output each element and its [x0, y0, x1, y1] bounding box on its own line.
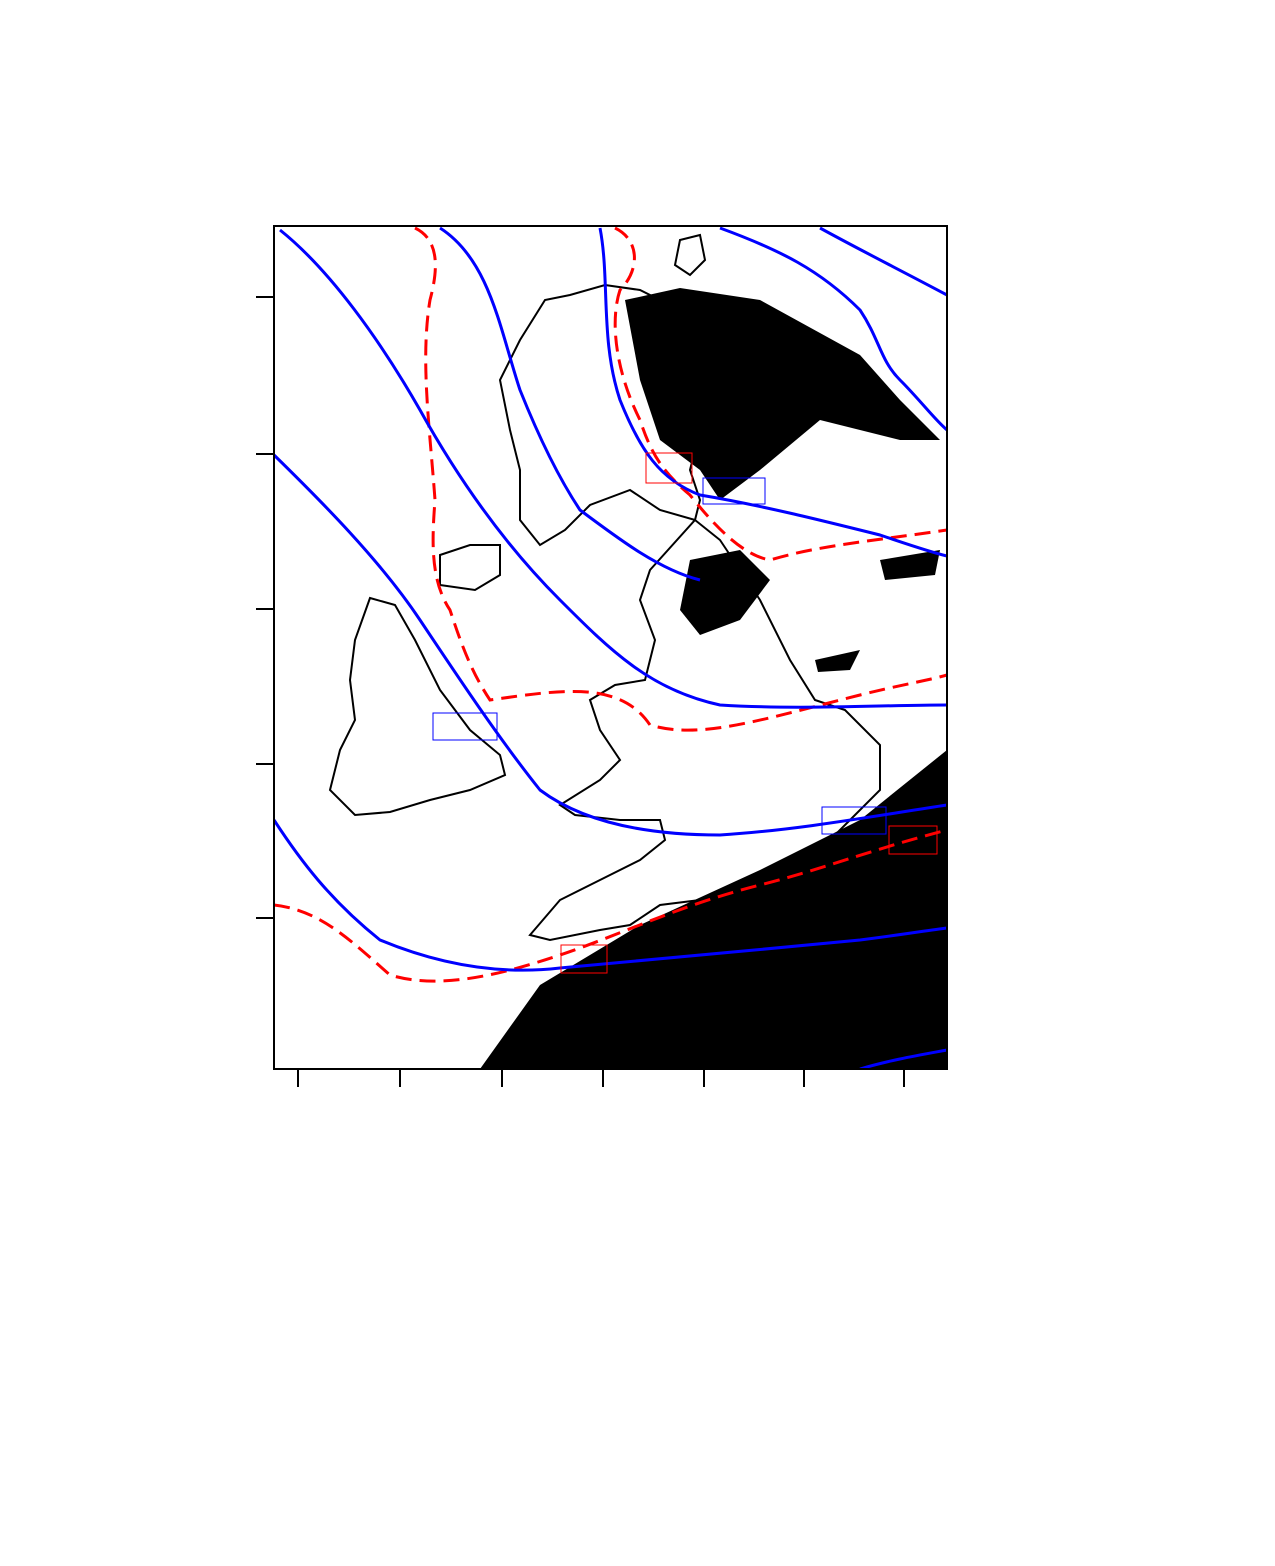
coast-northern-ireland	[440, 545, 500, 590]
rh-band-england	[680, 550, 770, 635]
coast-orkney	[675, 235, 705, 275]
height-contour-2	[274, 455, 947, 835]
rh-patch-wash	[815, 650, 860, 672]
rh-shading	[480, 288, 947, 1069]
height-contour-7	[820, 228, 947, 295]
lat-ticks	[256, 297, 274, 918]
lon-ticks	[298, 1069, 904, 1087]
rh-band-north	[625, 288, 940, 500]
rh-patch-east	[880, 550, 940, 580]
height-contour-1	[280, 230, 947, 707]
